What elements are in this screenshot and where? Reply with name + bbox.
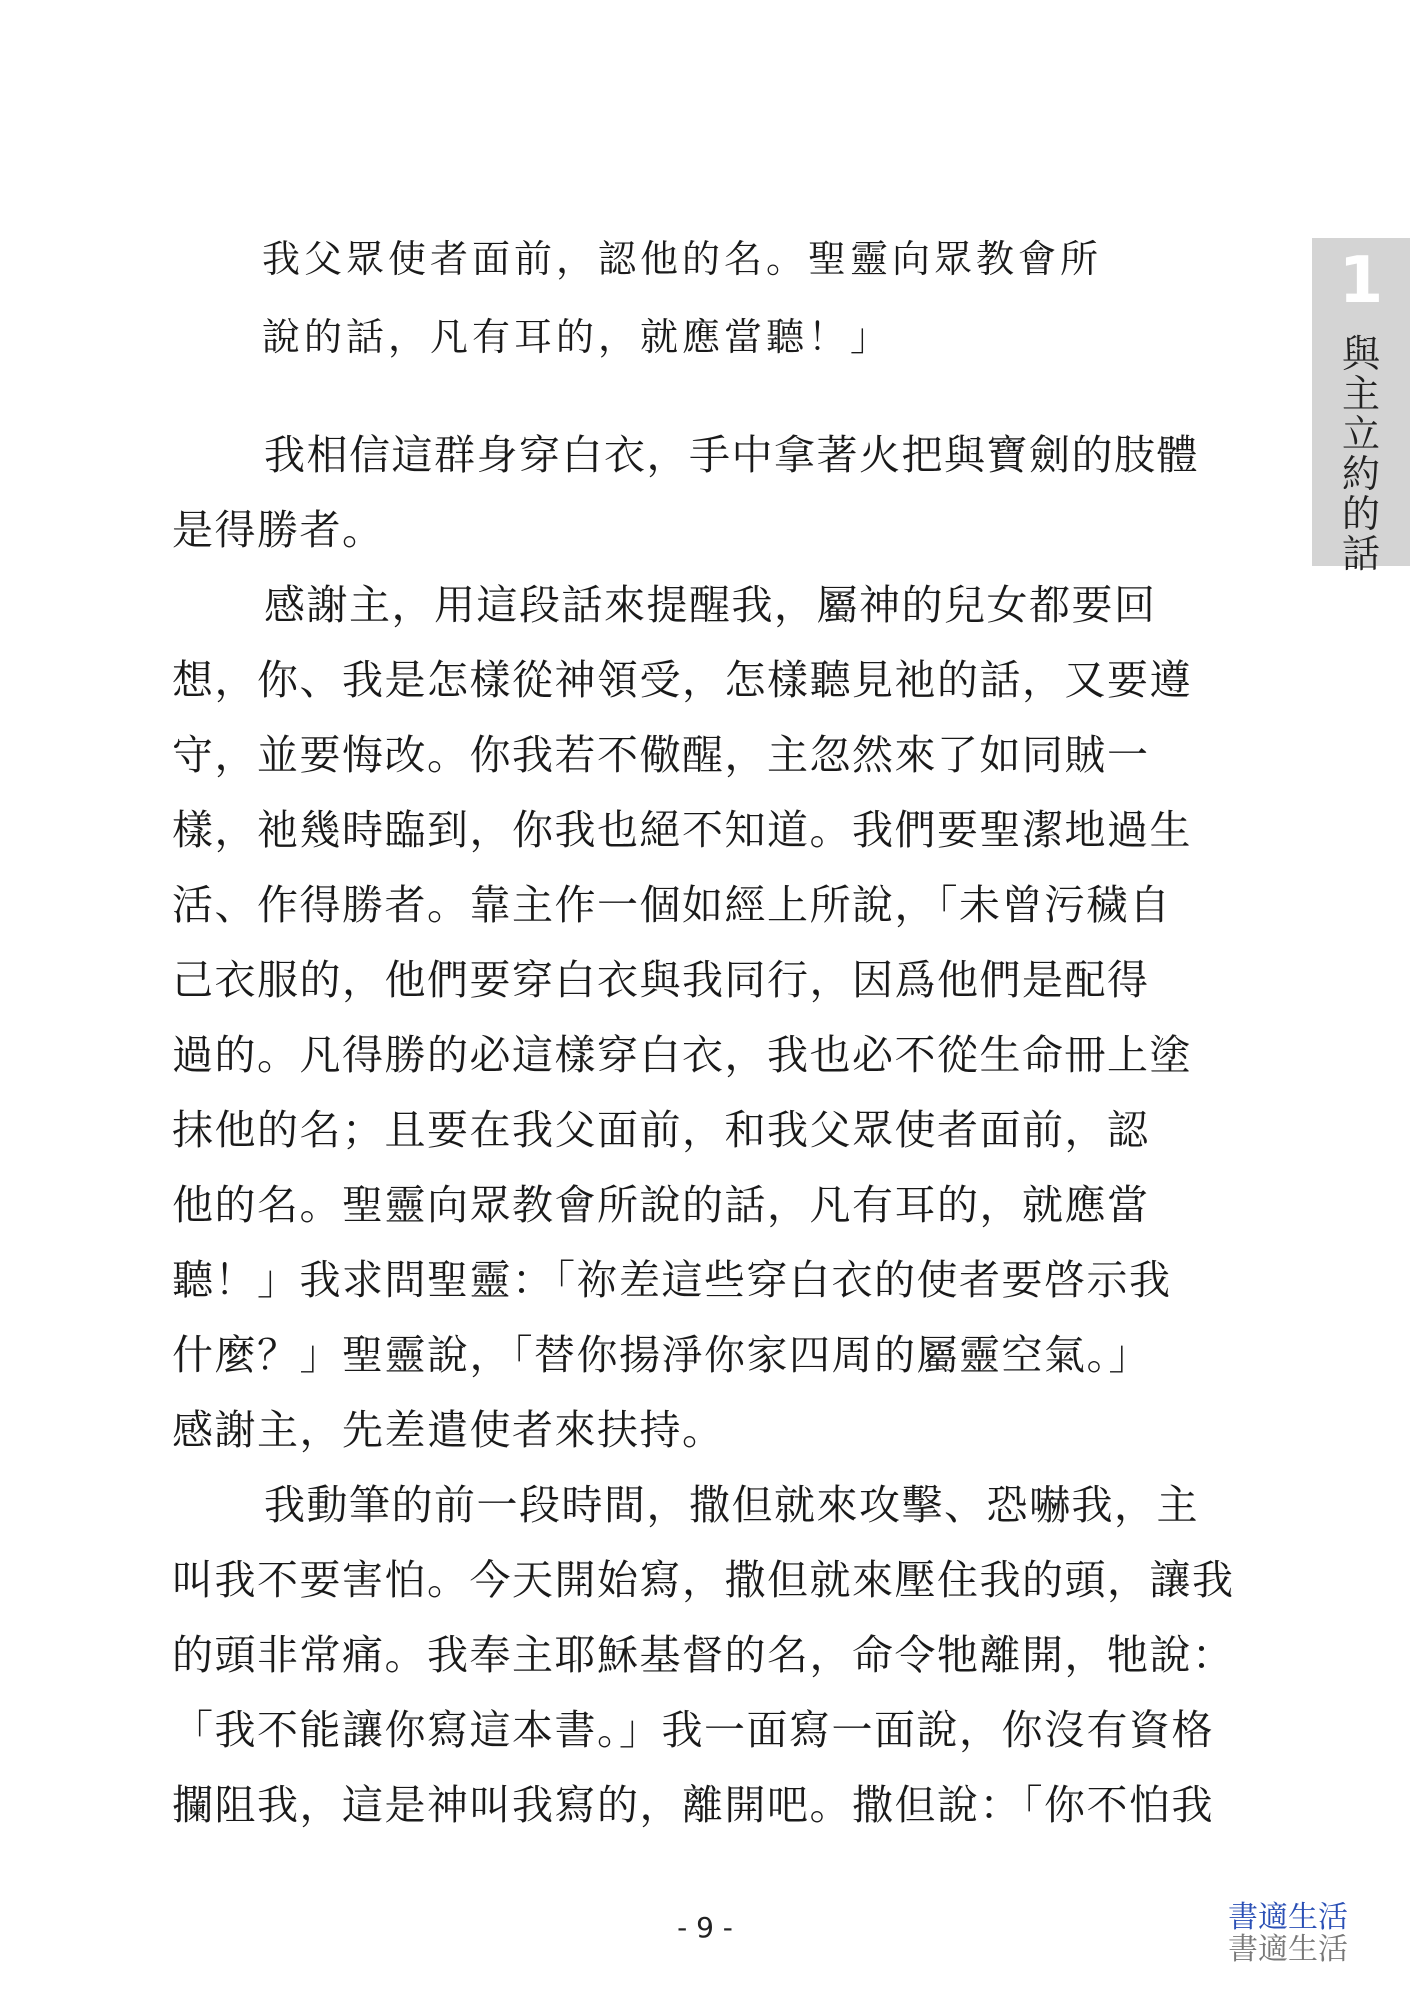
paragraph-line: 攔阻我，這是神叫我寫的，離開吧。撒但說：「你不怕我 <box>172 1781 1214 1829</box>
paragraph-line: 想，你、我是怎樣從神領受，怎樣聽見祂的話，又要遵 <box>172 656 1192 704</box>
paragraph-line: 我動筆的前一段時間，撒但就來攻擊、恐嚇我，主 <box>264 1481 1199 1529</box>
chapter-title-char: 的 <box>1341 492 1380 536</box>
paragraph-line: 我相信這群身穿白衣，手中拿著火把與寶劍的肢體 <box>264 431 1199 479</box>
paragraph-line: 「我不能讓你寫這本書。」我一面寫一面說，你沒有資格 <box>172 1706 1214 1754</box>
paragraph-line: 抹他的名；且要在我父面前，和我父眾使者面前，認 <box>172 1106 1150 1154</box>
paragraph-line: 樣，祂幾時臨到，你我也絕不知道。我們要聖潔地過生 <box>172 806 1192 854</box>
chapter-title-char: 與 <box>1341 332 1380 376</box>
paragraph-line: 過的。凡得勝的必這樣穿白衣，我也必不從生命冊上塗 <box>172 1031 1192 1079</box>
paragraph-line: 他的名。聖靈向眾教會所說的話，凡有耳的，就應當 <box>172 1181 1150 1229</box>
chapter-tab <box>1312 238 1410 576</box>
chapter-title-char: 約 <box>1341 452 1380 496</box>
paragraph-line: 聽！」我求問聖靈：「祢差這些穿白衣的使者要啓示我 <box>172 1256 1172 1304</box>
paragraph-line: 守，並要悔改。你我若不儆醒，主忽然來了如同賊一 <box>172 731 1150 779</box>
paragraph-line: 什麼？」聖靈說，「替你揚淨你家四周的屬靈空氣。」 <box>172 1331 1151 1379</box>
page-number: - 9 - <box>677 1911 733 1944</box>
paragraph-line: 是得勝者。 <box>172 506 385 554</box>
paragraph-line: 感謝主，用這段話來提醒我，屬神的兒女都要回 <box>264 581 1157 629</box>
paragraph-line: 活、作得勝者。靠主作一個如經上所說，「未曾污穢自 <box>172 881 1172 929</box>
watermark-line: 書適生活 <box>1228 1932 1348 1967</box>
chapter-title <box>1312 334 1410 574</box>
chapter-title-char: 話 <box>1341 532 1380 576</box>
scripture-quote <box>262 226 1252 382</box>
quote-line: 說的話，凡有耳的，就應當聽！」 <box>262 315 893 359</box>
paragraph-line: 叫我不要害怕。今天開始寫，撒但就來壓住我的頭，讓我 <box>172 1556 1235 1604</box>
watermark-line: 書適生活 <box>1228 1900 1348 1935</box>
body-text <box>172 418 1252 1843</box>
chapter-title-char: 主 <box>1341 372 1380 416</box>
chapter-title-char: 立 <box>1341 412 1380 456</box>
publisher-watermark <box>1228 1902 1378 1966</box>
paragraph-line: 感謝主，先差遣使者來扶持。 <box>172 1406 725 1454</box>
paragraph-line: 的頭非常痛。我奉主耶穌基督的名，命令牠離開，牠說： <box>172 1631 1235 1679</box>
chapter-number: 1 <box>1338 244 1384 318</box>
paragraph-line: 己衣服的，他們要穿白衣與我同行，因爲他們是配得 <box>172 956 1150 1004</box>
quote-line: 我父眾使者面前，認他的名。聖靈向眾教會所 <box>262 237 1103 281</box>
